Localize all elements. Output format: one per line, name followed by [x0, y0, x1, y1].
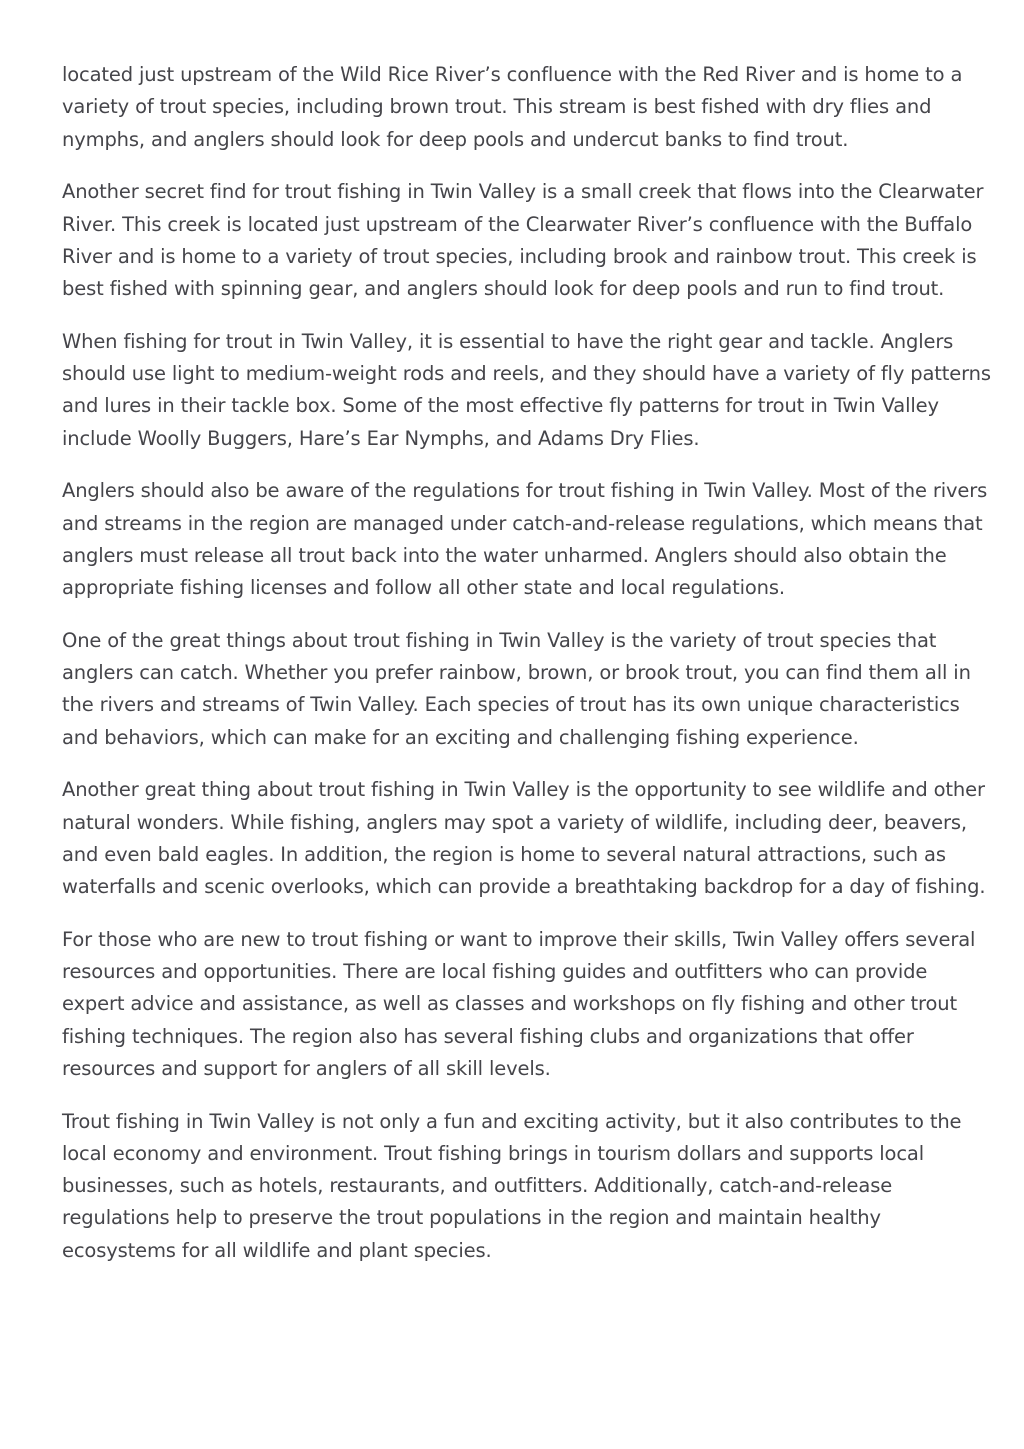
article-body	[62, 59, 992, 1287]
paragraph-wild-rice-stream: located just upstream of the Wild Rice River’s confluence with the Red River and is home to a variety of trout species, including brown trout. This stream is best fished with dry flies and nymphs, and anglers should look for deep pools and undercut banks to find trout.	[62, 63, 963, 151]
paragraph-clearwater-creek: Another secret find for trout fishing in Twin Valley is a small creek that flows into the Clearwater River. This creek is located just upstream of the Clearwater River’s confluence with the Buffalo River and is home to a variety of trout species, including brook and rainbow trout. This creek is best fished with spinning gear, and anglers should look for deep pools and run to find trout.	[62, 180, 984, 300]
paragraph-wildlife: Another great thing about trout fishing in Twin Valley is the opportunity to see wildlife and other natural wonders. While fishing, anglers may spot a variety of wildlife, including deer, beavers, and even bald eagles. In addition, the region is home to several natural attractions, such as waterfalls and scenic overlooks, which can provide a breathtaking backdrop for a day of fishing.	[62, 778, 986, 898]
paragraph-resources: For those who are new to trout fishing or want to improve their skills, Twin Valley offers several resources and opportunities. There are local fishing guides and outfitters who can provide expert advice and assistance, as well as classes and workshops on fly fishing and other trout fishing techniques. The region also has several fishing clubs and organizations that offer resources and support for anglers of all skill levels.	[62, 927, 976, 1080]
paragraph-gear-and-tackle: When fishing for trout in Twin Valley, it is essential to have the right gear and tackle. Anglers should use light to medium-weight rods and reels, and they should have a variety of fly patterns and lures in their tackle box. Some of the most effective fly patterns for trout in Twin Valley include Woolly Buggers, Hare’s Ear Nymphs, and Adams Dry Flies.	[62, 329, 991, 450]
paragraph-economy: Trout fishing in Twin Valley is not only a fun and exciting activity, but it also contributes to the local economy and environment. Trout fishing brings in tourism dollars and supports local businesses, such as hotels, restaurants, and outfitters. Additionally, catch-and-release regulations help to preserve the trout populations in the region and maintain healthy ecosystems for all wildlife and plant species.	[62, 1109, 962, 1262]
paragraph-regulations: Anglers should also be aware of the regulations for trout fishing in Twin Valley. Most of the rivers and streams in the region are managed under catch-and-release regulations, which means that anglers must release all trout back into the water unharmed. Anglers should also obtain the appropriate fishing licenses and follow all other state and local regulations.	[62, 479, 988, 599]
paragraph-trout-species: One of the great things about trout fishing in Twin Valley is the variety of trout species that anglers can catch. Whether you prefer rainbow, brown, or brook trout, you can find them all in the rivers and streams of Twin Valley. Each species of trout has its own unique characteristics and behaviors, which can make for an exciting and challenging fishing experience.	[62, 628, 971, 749]
